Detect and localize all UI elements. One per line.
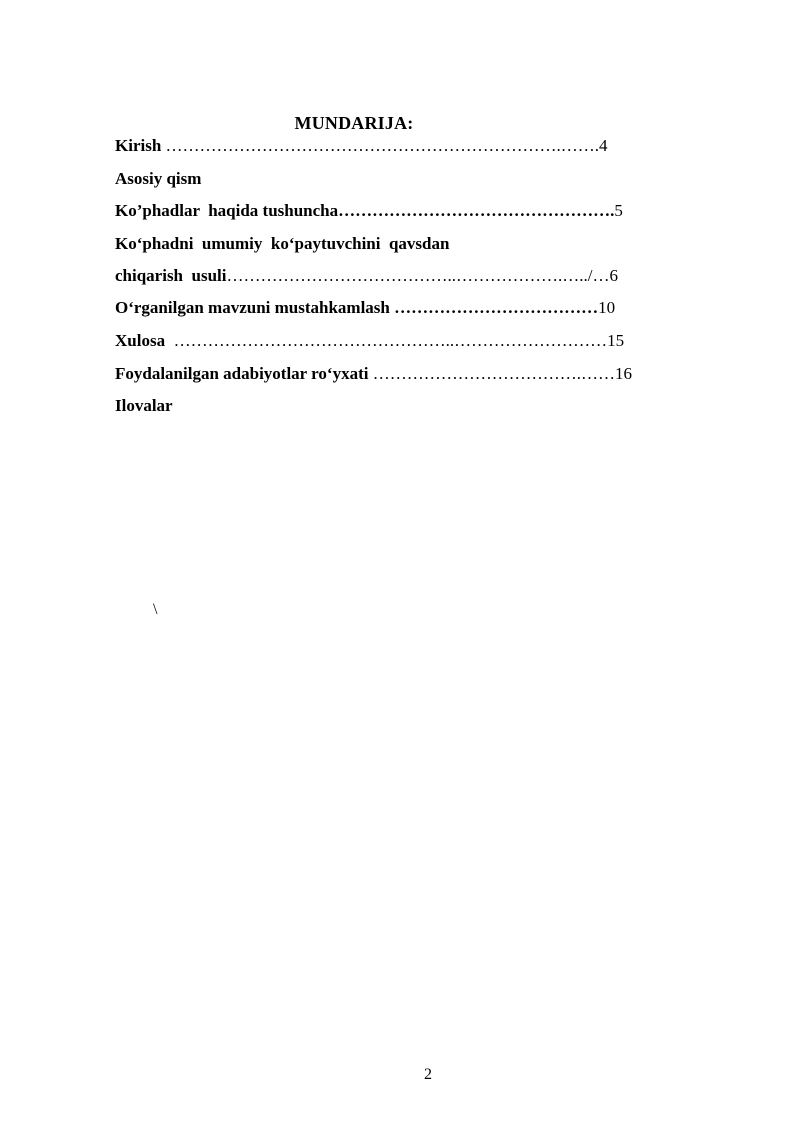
toc-entry-label: Foydalanilgan adabiyotlar ro‘yxati (115, 364, 373, 383)
toc-entry-leader: ……………………………….…… (372, 364, 615, 383)
toc-entry-kophadlar (115, 200, 623, 222)
toc-entry-leader: …………………………………………..……………………… (173, 331, 608, 350)
toc-entry-kophadni-line1 (115, 233, 449, 255)
stray-backslash: \ (153, 601, 158, 618)
toc-entry-page: 10 (598, 298, 616, 317)
toc-entry-adabiyotlar (115, 363, 632, 385)
toc-entry-ilovalar (115, 395, 173, 417)
toc-entry-leader: …………………………………………. (338, 201, 615, 220)
toc-entry-page: 5 (614, 201, 623, 220)
toc-entry-label: Ko‘phadni umumiy ko‘paytuvchini qavsdan (115, 234, 450, 253)
toc-entry-page: 15 (607, 331, 625, 350)
toc-entry-organilgan (115, 297, 615, 319)
page-number: 2 (424, 1066, 432, 1083)
toc-entry-label: Asosiy qism (115, 169, 202, 188)
toc-entry-page: 4 (599, 136, 608, 155)
toc-entry-page: 6 (609, 266, 618, 285)
toc-entry-xulosa (115, 330, 624, 352)
toc-entry-kirish (115, 135, 608, 157)
toc-entry-leader: …………………………………..……………….…../… (226, 266, 610, 285)
toc-entry-kophadni-line2 (115, 265, 618, 287)
toc-entry-label: O‘rganilgan mavzuni mustahkamlash (115, 298, 395, 317)
toc-entry-label: Ko’phadlar haqida tushuncha (115, 201, 339, 220)
toc-entry-page: 16 (614, 364, 632, 383)
toc-entry-label: chiqarish usuli (115, 266, 227, 285)
toc-entry-asosiy-qism (115, 168, 201, 190)
toc-entry-label: Kirish (115, 136, 166, 155)
toc-title: MUNDARIJA: (294, 113, 414, 133)
toc-entry-label: Ilovalar (115, 396, 173, 415)
toc-entry-leader: ……………………………… (394, 298, 599, 317)
toc-entry-leader: …………………………………………………………….……. (165, 136, 600, 155)
toc-entry-label: Xulosa (115, 331, 174, 350)
